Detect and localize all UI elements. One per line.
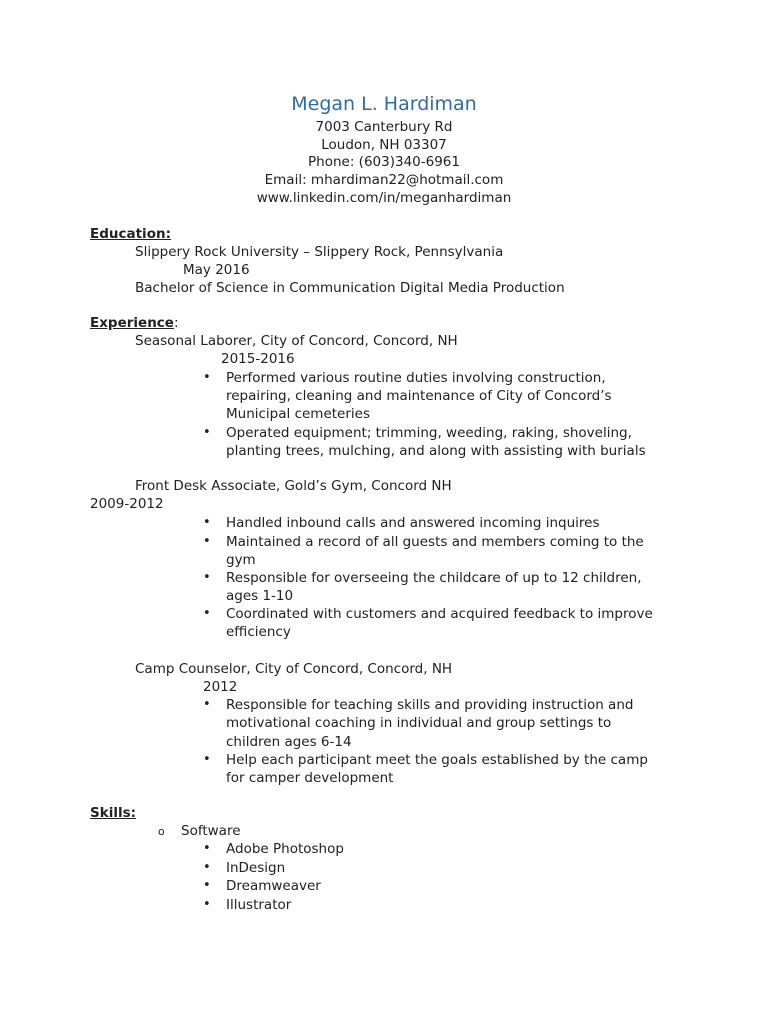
job-title: Seasonal Laborer, City of Concord, Concord, NH bbox=[135, 333, 458, 349]
job-bullet-line: Handled inbound calls and answered incoming inquires bbox=[226, 515, 600, 531]
bullet-icon: • bbox=[203, 697, 211, 712]
email: Email: mhardiman22@hotmail.com bbox=[264, 172, 504, 188]
resume-name: Megan L. Hardiman bbox=[291, 93, 477, 115]
bullet-icon: • bbox=[203, 752, 211, 767]
bullet-icon: • bbox=[203, 425, 211, 440]
job-dates: 2012 bbox=[203, 679, 238, 695]
job-bullet-line: Maintained a record of all guests and members coming to the bbox=[226, 534, 644, 550]
education-school: Slippery Rock University – Slippery Rock, Pennsylvania bbox=[135, 244, 504, 260]
linkedin-url: www.linkedin.com/in/meganhardiman bbox=[256, 190, 512, 206]
job-bullet-line: Municipal cemeteries bbox=[226, 406, 370, 422]
job-bullet-line: Responsible for teaching skills and providing instruction and bbox=[226, 697, 634, 713]
skill-item: InDesign bbox=[226, 860, 286, 876]
education-heading-colon: : bbox=[165, 226, 171, 242]
job-bullet-line: Coordinated with customers and acquired feedback to improve bbox=[226, 606, 653, 622]
address-line-1: 7003 Canterbury Rd bbox=[315, 119, 453, 135]
skills-heading-colon: : bbox=[130, 805, 137, 821]
experience-heading bbox=[90, 314, 179, 332]
job-bullet-line: efficiency bbox=[226, 624, 291, 640]
job-bullet-line: Operated equipment; trimming, weeding, raking, shoveling, bbox=[226, 425, 632, 441]
experience-heading-colon: : bbox=[173, 315, 179, 331]
education-date: May 2016 bbox=[183, 262, 250, 278]
job-bullet-line: repairing, cleaning and maintenance of City of Concord’s bbox=[226, 388, 612, 404]
skill-item: Illustrator bbox=[226, 897, 292, 913]
education-heading-label: Education bbox=[90, 226, 166, 242]
job-bullet-line: Responsible for overseeing the childcare of up to 12 children, bbox=[226, 570, 642, 586]
education-heading bbox=[90, 225, 171, 243]
skill-item: Dreamweaver bbox=[226, 878, 321, 894]
job-title: Camp Counselor, City of Concord, Concord, NH bbox=[135, 661, 453, 677]
job-bullet-line: planting trees, mulching, and along with assisting with burials bbox=[226, 443, 646, 459]
bullet-icon: • bbox=[203, 570, 211, 585]
job-bullet-line: gym bbox=[226, 552, 256, 568]
experience-heading-label: Experience bbox=[90, 315, 174, 331]
job-bullet-line: ages 1-10 bbox=[226, 588, 294, 604]
job-dates: 2009-2012 bbox=[90, 496, 164, 512]
skill-item: Adobe Photoshop bbox=[226, 841, 344, 857]
job-bullet-line: Performed various routine duties involving construction, bbox=[226, 370, 606, 386]
job-title: Front Desk Associate, Gold’s Gym, Concord NH bbox=[135, 478, 452, 494]
bullet-icon: • bbox=[203, 860, 211, 875]
bullet-icon: • bbox=[203, 370, 211, 385]
bullet-icon: • bbox=[203, 534, 211, 549]
phone: Phone: (603)340-6961 bbox=[308, 154, 460, 170]
skills-category: Software bbox=[181, 823, 241, 839]
bullet-icon: • bbox=[203, 878, 211, 893]
skills-heading-label: Skills bbox=[90, 805, 131, 821]
address-line-2: Loudon, NH 03307 bbox=[321, 137, 447, 153]
job-bullet-line: Help each participant meet the goals established by the camp bbox=[226, 752, 648, 768]
bullet-icon: • bbox=[203, 841, 211, 856]
education-degree: Bachelor of Science in Communication Digital Media Production bbox=[135, 280, 565, 296]
job-bullet-line: for camper development bbox=[226, 770, 394, 786]
job-bullet-line: children ages 6-14 bbox=[226, 734, 352, 750]
bullet-icon: • bbox=[203, 606, 211, 621]
bullet-icon: • bbox=[203, 515, 211, 530]
job-bullet-line: motivational coaching in individual and group settings to bbox=[226, 715, 612, 731]
job-dates: 2015-2016 bbox=[221, 351, 295, 367]
circle-bullet-icon: o bbox=[158, 825, 165, 838]
skills-heading bbox=[90, 804, 136, 822]
bullet-icon: • bbox=[203, 897, 211, 912]
